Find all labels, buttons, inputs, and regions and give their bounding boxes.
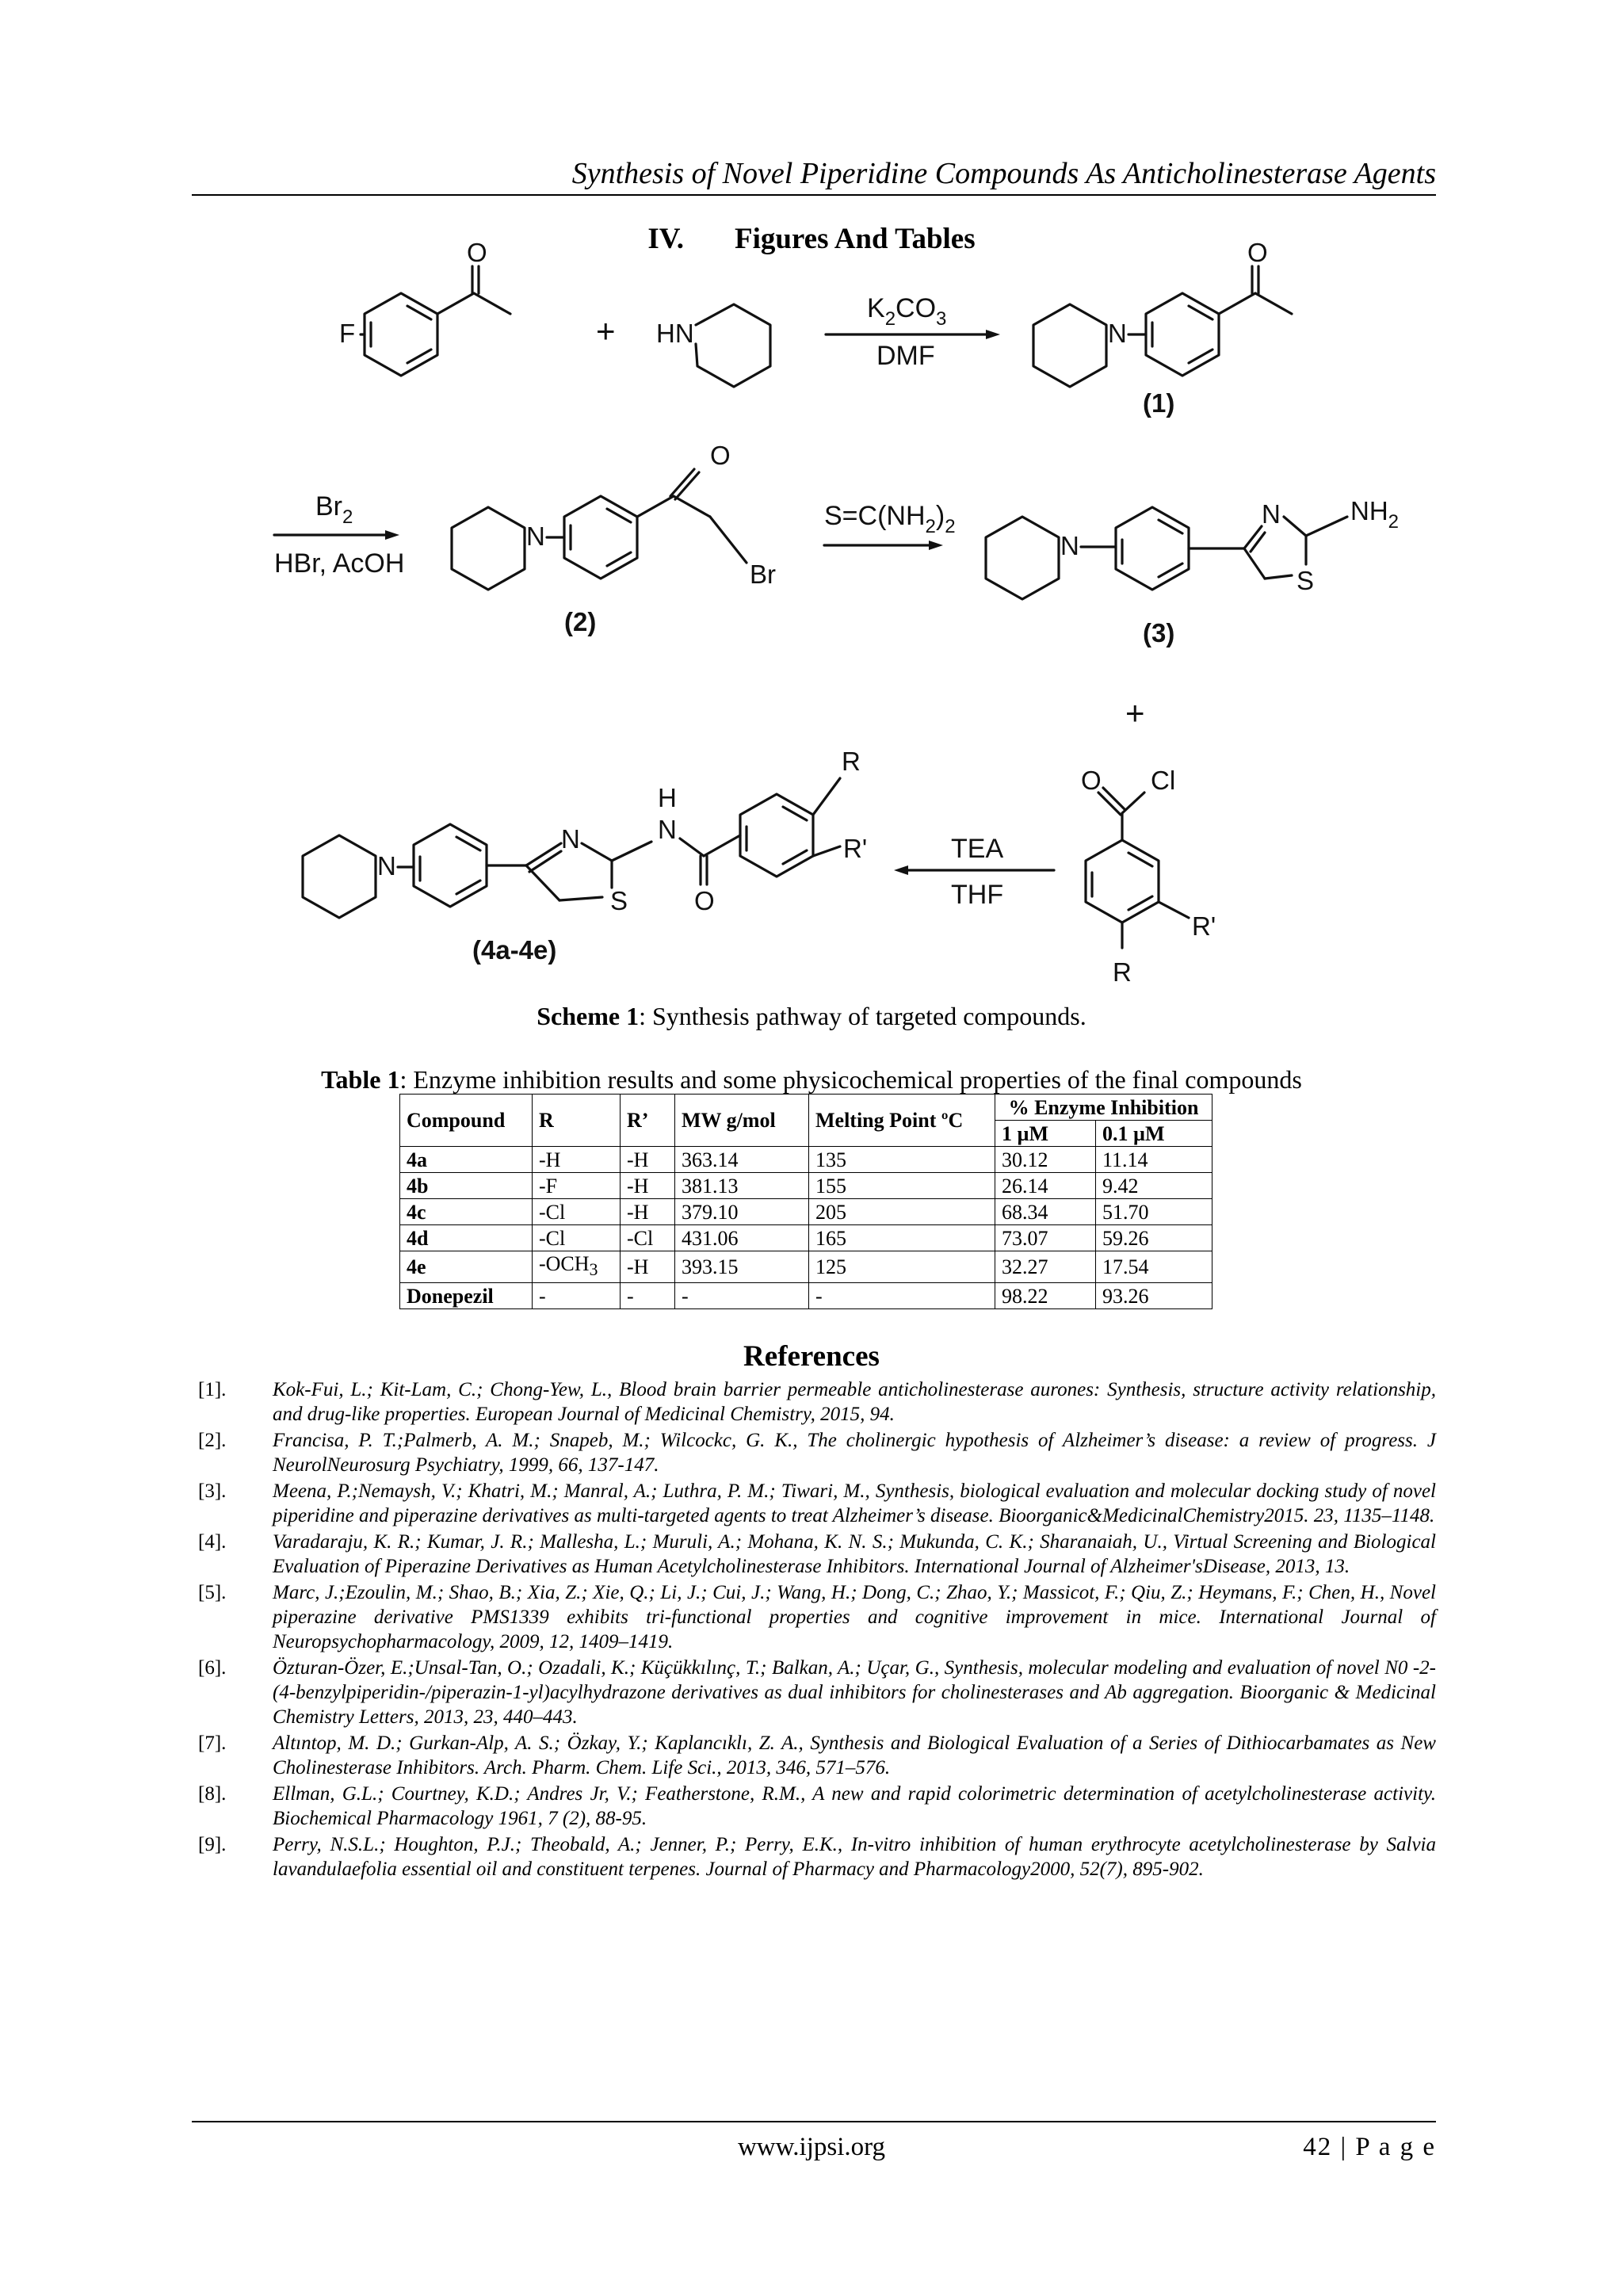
table-row xyxy=(400,1147,1212,1173)
cell-inhibition-01uM: 59.26 xyxy=(1096,1225,1212,1251)
compound-label-4: (4a-4e) xyxy=(472,935,557,965)
atom-NH-sub: 2 xyxy=(1388,511,1400,533)
cell-r-prime: -Cl xyxy=(621,1225,675,1251)
atom-O: O xyxy=(467,238,487,267)
cell-r xyxy=(533,1251,621,1283)
reference-number: [9]. xyxy=(198,1834,227,1855)
cond-thiourea-sub: 2 xyxy=(925,516,936,537)
cell-melting-point: 135 xyxy=(809,1147,995,1173)
cond-dmf: DMF xyxy=(876,341,935,371)
cell-melting-point: 165 xyxy=(809,1225,995,1251)
reference-number: [2]. xyxy=(198,1430,227,1451)
reference-text: Francisa, P. T.;Palmerb, A. M.; Snapeb, M.; Wilcockc, G. K., The cholinergic hypothesis of Alzheimer’s disease: a review of progress. J NeurolNeurosurg Psychiatry, 1999, 66, 137-147. xyxy=(273,1430,1436,1476)
reference-text: Perry, N.S.L.; Houghton, P.J.; Theobald, A.; Jenner, P.; Perry, E.K., In-vitro inhibition of human erythrocyte acetylcholinesterase by Salvia lavandulaefolia essential oil and constituent terpenes. Journal of Pharmacy and Pharmacology2000, 52(7), 895-902. xyxy=(273,1834,1436,1880)
compound-3 xyxy=(986,496,1399,648)
atom-H: H xyxy=(658,783,677,812)
atom-S: S xyxy=(610,886,628,915)
cell-compound: Donepezil xyxy=(400,1283,533,1309)
footer-url: www.ijpsi.org xyxy=(737,2133,886,2161)
atom-N: N xyxy=(1262,499,1281,529)
reference-item xyxy=(198,1832,1436,1881)
cell-inhibition-1uM: 26.14 xyxy=(995,1173,1096,1199)
cond-br-sub: 2 xyxy=(342,506,353,528)
atom-Br: Br xyxy=(750,560,776,589)
cell-mw: 363.14 xyxy=(675,1147,809,1173)
cell-inhibition-01uM: 9.42 xyxy=(1096,1173,1212,1199)
cond-k-sub: 2 xyxy=(884,308,896,330)
cell-r-prime: -H xyxy=(621,1173,675,1199)
atom-NH: NH xyxy=(1350,496,1388,525)
reference-item xyxy=(198,1580,1436,1654)
header-r: R xyxy=(533,1095,621,1147)
atom-S: S xyxy=(1296,566,1315,595)
cond-thf: THF xyxy=(951,880,1004,910)
atom-N: N xyxy=(658,815,677,844)
cell-inhibition-01uM: 11.14 xyxy=(1096,1147,1212,1173)
cell-melting-point: 205 xyxy=(809,1199,995,1225)
atom-Cl: Cl xyxy=(1151,766,1176,795)
cell-inhibition-01uM: 51.70 xyxy=(1096,1199,1212,1225)
cond-tea: TEA xyxy=(951,834,1004,864)
references-list xyxy=(198,1377,1436,1883)
svg-text:K2CO3 xyxy=(867,293,946,330)
table-row xyxy=(400,1199,1212,1225)
cell-melting-point: 155 xyxy=(809,1173,995,1199)
reference-item xyxy=(198,1479,1436,1528)
references-heading: References xyxy=(743,1340,880,1373)
table-caption-label: Table 1 xyxy=(321,1065,400,1094)
table-caption xyxy=(0,1064,1623,1095)
header-01uM: 0.1 µM xyxy=(1096,1121,1212,1147)
cell-inhibition-01uM: 17.54 xyxy=(1096,1251,1212,1283)
compound-1 xyxy=(1033,238,1292,418)
compound-4-fluoroacetophenone xyxy=(339,238,510,376)
reference-number: [5]. xyxy=(198,1582,227,1603)
atom-O: O xyxy=(694,886,715,915)
reference-text: Altıntop, M. D.; Gurkan-Alp, A. S.; Özkay, Y.; Kaplancıklı, Z. A., Synthesis and Biological Evaluation of a Series of Dithiocarbamates as New Cholinesterase Inhibitors. Arch. Pharm. Chem. Life Sci., 2013, 346, 571–576. xyxy=(273,1733,1436,1778)
reference-number: [6]. xyxy=(198,1657,227,1679)
compound-label-3: (3) xyxy=(1143,618,1175,648)
cell-r-prime: -H xyxy=(621,1199,675,1225)
reference-item xyxy=(198,1656,1436,1729)
cell-melting-point: 125 xyxy=(809,1251,995,1283)
cell-inhibition-1uM: 32.27 xyxy=(995,1251,1096,1283)
table-row xyxy=(400,1251,1212,1283)
cond-hbr-acoh: HBr, AcOH xyxy=(274,548,405,579)
svg-text:S=C(NH2)2 xyxy=(824,501,956,537)
plus-sign: + xyxy=(596,312,616,350)
reaction-arrow-4 xyxy=(894,834,1054,910)
cell-compound: 4b xyxy=(400,1173,533,1199)
reference-number: [8]. xyxy=(198,1783,227,1805)
table-header-row xyxy=(400,1095,1212,1121)
atom-R: R xyxy=(1113,957,1132,987)
reference-text: Marc, J.;Ezoulin, M.; Shao, B.; Xia, Z.; Xie, Q.; Li, J.; Cui, J.; Wang, H.; Dong, C.; Zhao, Y.; Massicot, F.; Qiu, Z.; Heymans, F.; Chen, H., Novel piperazine derivative PMS1339 exhibits tri-functional properties and cognitive improvement in mice. International Journal of Neuropsychopharmacology, 2009, 12, 1409–1419. xyxy=(273,1582,1436,1652)
cell-r-prime: - xyxy=(621,1283,675,1309)
compound-benzoyl-chloride xyxy=(1081,766,1216,987)
reference-number: [1]. xyxy=(198,1379,227,1400)
table-row xyxy=(400,1173,1212,1199)
table-row xyxy=(400,1225,1212,1251)
cell-r: -Cl xyxy=(533,1199,621,1225)
cell-inhibition-1uM: 73.07 xyxy=(995,1225,1096,1251)
reaction-arrow-2 xyxy=(274,491,404,579)
cond-co: CO xyxy=(896,293,937,323)
cond-thiourea-b: ) xyxy=(935,501,945,531)
section-heading xyxy=(0,222,1623,257)
scheme-caption-text: : Synthesis pathway of targeted compounds. xyxy=(639,1002,1086,1030)
cell-mw: - xyxy=(675,1283,809,1309)
atom-N: N xyxy=(526,521,545,551)
cell-r-prime: -H xyxy=(621,1251,675,1283)
cell-r-text: -OCH xyxy=(539,1252,590,1275)
atom-O: O xyxy=(1247,238,1268,267)
cond-thiourea-sub2: 2 xyxy=(945,516,956,537)
cell-r: -Cl xyxy=(533,1225,621,1251)
reference-text: Özturan-Özer, E.;Unsal-Tan, O.; Ozadali, K.; Küçükkılınç, T.; Balkan, A.; Uçar, G., Synthesis, molecular modeling and evaluation of novel N0 -2-(4-benzylpiperidin-/piperazin-1-yl)acylhydrazone derivatives as dual inhibitors for cholinesterases and Ab aggregation. Bioorganic & Medicinal Chemistry Letters, 2013, 23, 440–443. xyxy=(273,1657,1436,1728)
atom-N: N xyxy=(377,851,396,881)
cell-r: - xyxy=(533,1283,621,1309)
table-caption-text: : Enzyme inhibition results and some physicochemical properties of the final compounds xyxy=(399,1065,1302,1094)
reference-number: [7]. xyxy=(198,1733,227,1754)
compound-label-2: (2) xyxy=(564,607,597,636)
reference-item xyxy=(198,1530,1436,1579)
reference-text: Ellman, G.L.; Courtney, K.D.; Andres Jr, V.; Featherstone, R.M., A new and rapid colorimetric determination of acetylcholinesterase activity. Biochemical Pharmacology 1961, 7 (2), 88-95. xyxy=(273,1783,1436,1829)
cell-compound: 4c xyxy=(400,1199,533,1225)
atom-N: N xyxy=(1060,531,1079,560)
reference-item xyxy=(198,1428,1436,1477)
cell-melting-point: - xyxy=(809,1283,995,1309)
plus-sign: + xyxy=(1125,694,1145,732)
cell-r-subscript: 3 xyxy=(589,1260,598,1280)
cell-mw: 393.15 xyxy=(675,1251,809,1283)
page-number: 42 | P a g e xyxy=(1303,2133,1436,2161)
reference-item xyxy=(198,1377,1436,1427)
cond-thiourea-a: S=C(NH xyxy=(824,501,926,531)
compound-label-1: (1) xyxy=(1143,388,1175,418)
header-1uM: 1 µM xyxy=(995,1121,1096,1147)
scheme-caption-label: Scheme 1 xyxy=(537,1002,640,1030)
atom-N: N xyxy=(1108,319,1127,348)
cell-inhibition-01uM: 93.26 xyxy=(1096,1283,1212,1309)
running-header: Synthesis of Novel Piperidine Compounds As Anticholinesterase Agents xyxy=(571,157,1436,190)
reference-number: [4]. xyxy=(198,1531,227,1553)
cell-compound: 4d xyxy=(400,1225,533,1251)
svg-text:Br2 xyxy=(315,491,353,528)
cell-inhibition-1uM: 68.34 xyxy=(995,1199,1096,1225)
header-compound: Compound xyxy=(400,1095,533,1147)
atom-R-prime: R' xyxy=(1192,911,1216,941)
cell-inhibition-1uM: 98.22 xyxy=(995,1283,1096,1309)
reaction-arrow-1 xyxy=(826,293,1000,371)
section-title: Figures And Tables xyxy=(734,223,976,255)
section-number: IV. xyxy=(647,223,684,255)
atom-HN: HN xyxy=(656,319,694,348)
cell-mw: 381.13 xyxy=(675,1173,809,1199)
header-rule xyxy=(192,194,1436,196)
cell-r-prime: -H xyxy=(621,1147,675,1173)
cond-k: K xyxy=(867,293,885,323)
results-table xyxy=(399,1094,1212,1309)
reference-text: Kok-Fui, L.; Kit-Lam, C.; Chong-Yew, L., Blood brain barrier permeable anticholinesterase aurones: Synthesis, structure activity relationship, and drug-like properties. European Journal of Medicinal Chemistry, 2015, 94. xyxy=(273,1379,1436,1425)
header-r-prime: R’ xyxy=(621,1095,675,1147)
cell-mw: 379.10 xyxy=(675,1199,809,1225)
svg-text:NH2 xyxy=(1350,496,1399,533)
reference-text: Varadaraju, K. R.; Kumar, J. R.; Mallesha, L.; Muruli, A.; Mohana, K. N. S.; Mukunda, C. K.; Sharanaiah, U., Virtual Screening and Biological Evaluation of Piperazine Derivatives as Human Acetylcholinesterase Inhibitors. International Journal of Alzheimer'sDisease, 2013, 13. xyxy=(273,1531,1436,1577)
reference-item xyxy=(198,1782,1436,1831)
cell-inhibition-1uM: 30.12 xyxy=(995,1147,1096,1173)
cell-r: -H xyxy=(533,1147,621,1173)
cond-br: Br xyxy=(315,491,342,521)
reaction-arrow-3 xyxy=(824,501,956,550)
compound-piperidine xyxy=(656,304,770,387)
cond-co-sub: 3 xyxy=(936,308,947,330)
atom-O: O xyxy=(710,441,731,470)
cell-mw: 431.06 xyxy=(675,1225,809,1251)
footer-rule xyxy=(192,2121,1436,2122)
header-mw: MW g/mol xyxy=(675,1095,809,1147)
atom-O: O xyxy=(1081,766,1102,795)
header-melting-point: Melting Point ºC xyxy=(809,1095,995,1147)
reference-item xyxy=(198,1731,1436,1780)
cell-compound: 4e xyxy=(400,1251,533,1283)
compound-2 xyxy=(452,441,776,636)
compound-4a-4e xyxy=(303,747,867,965)
table-row xyxy=(400,1283,1212,1309)
atom-R-prime: R' xyxy=(843,834,868,863)
cell-compound: 4a xyxy=(400,1147,533,1173)
reference-text: Meena, P.;Nemaysh, V.; Khatri, M.; Manral, A.; Luthra, P. M.; Tiwari, M., Synthesis, biological evaluation and molecular docking study of novel piperidine and piperazine derivatives as multi-targeted agents to treat Alzheimer’s disease. Bioorganic&MedicinalChemistry2015. 23, 1135–1148. xyxy=(273,1480,1436,1526)
scheme-caption xyxy=(0,1000,1623,1032)
cell-r: -F xyxy=(533,1173,621,1199)
header-enzyme-inhibition: % Enzyme Inhibition xyxy=(995,1095,1212,1121)
atom-R: R xyxy=(842,747,861,776)
atom-F: F xyxy=(339,319,356,348)
atom-N: N xyxy=(561,824,580,854)
reference-number: [3]. xyxy=(198,1480,227,1502)
